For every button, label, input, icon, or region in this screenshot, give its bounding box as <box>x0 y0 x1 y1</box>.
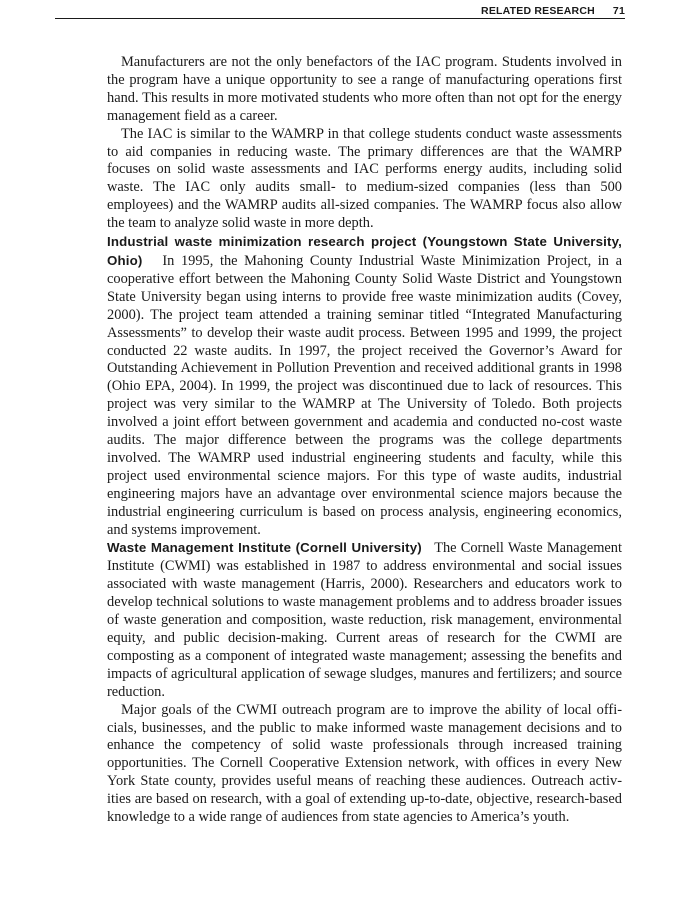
cornell-body: The Cornell Waste Management Institute (CWMI) was established in 1987 to address environmental and social issues associated with waste management (Harris, 2000). Researchers and educators work to develop technical solutions to waste management problems and to address broader issues of waste generation and composition, waste reduction, risk management, environmental equity, and public decision-making. Current areas of research for the CWMI are composting as a component of integrated waste management; assessing the benefits and impacts of agricultural application of sewage sludges, manures and fertilizers; and source reduction. <box>107 540 622 700</box>
youngstown-heading: Industrial waste minimization research project (Youngstown State University, Ohio) <box>107 234 622 268</box>
cornell-heading: Waste Management Institute (Cornell University) <box>107 540 422 556</box>
cornell-paragraph-2: Major goals of the CWMI outreach program are to improve the ability of local officials, businesses, and the public to make informed waste management decisions and to enhance the competency of solid waste professionals through increased training opportunities. The Cornell Cooperative Extension network, with offices in every New York State county, provides useful means of reaching these audiences. Outreach activities are based on research, with a goal of extending up-to-date, objective, research-based knowledge to a wide range of audiences from state agencies to America’s youth. <box>107 701 622 826</box>
youngstown-body: In 1995, the Mahoning County Industrial Waste Minimization Project, in a cooperative effort between the Mahoning County Solid Waste District and Youngstown State University began using interns to provide free waste minimization audits (Covey, 2000). The project team attended a training seminar titled “Integrated Manufacturing Assessments” to develop their waste audit process. Between 1995 and 1999, the project conducted 22 waste audits. In 1997, the project received the Governor’s Award for Outstanding Achievement in Pollution Prevention and received additional grants in 1998 (Ohio EPA, 2004). In 1999, the project was discontinued due to lack of resources. This project was very similar to the WAMRP at The University of Toledo. Both projects involved a joint effort between government and academia and conducted no-cost waste audits. The major difference between the programs was the college departments involved. The WAMRP used industrial engineering students and faculty, while this project used environmental science majors. For this type of waste audits, industrial engineering majors have an advantage over environmental science majors because the industrial engineering curriculum is based on process analysis, engineering economics, and systems improvement. <box>107 252 623 538</box>
page-number: 71 <box>612 5 625 17</box>
intro-paragraph-1: Manufacturers are not the only benefactors of the IAC program. Students involved in the program have a unique opportunity to see a range of manufacturing operations first hand. This results in more motivated students who more often than not opt for the energy management field as a career. <box>107 54 622 124</box>
running-head <box>55 0 625 19</box>
page-body <box>107 54 622 827</box>
intro-paragraph-2: The IAC is similar to the WAMRP in that college students conduct waste assessments to aid companies in reducing waste. The primary differences are that the WAMRP focuses on solid waste assessments and IAC performs energy audits, including solid waste. The IAC only audits small- to medium-sized companies (less than 500 employees) and the WAMRP audits all-sized companies. The WAMRP focus also allow the team to analyze solid waste in more depth. <box>107 125 622 232</box>
cornell-section <box>107 539 622 701</box>
youngstown-section <box>107 233 622 539</box>
running-head-title: RELATED RESEARCH <box>481 5 595 17</box>
